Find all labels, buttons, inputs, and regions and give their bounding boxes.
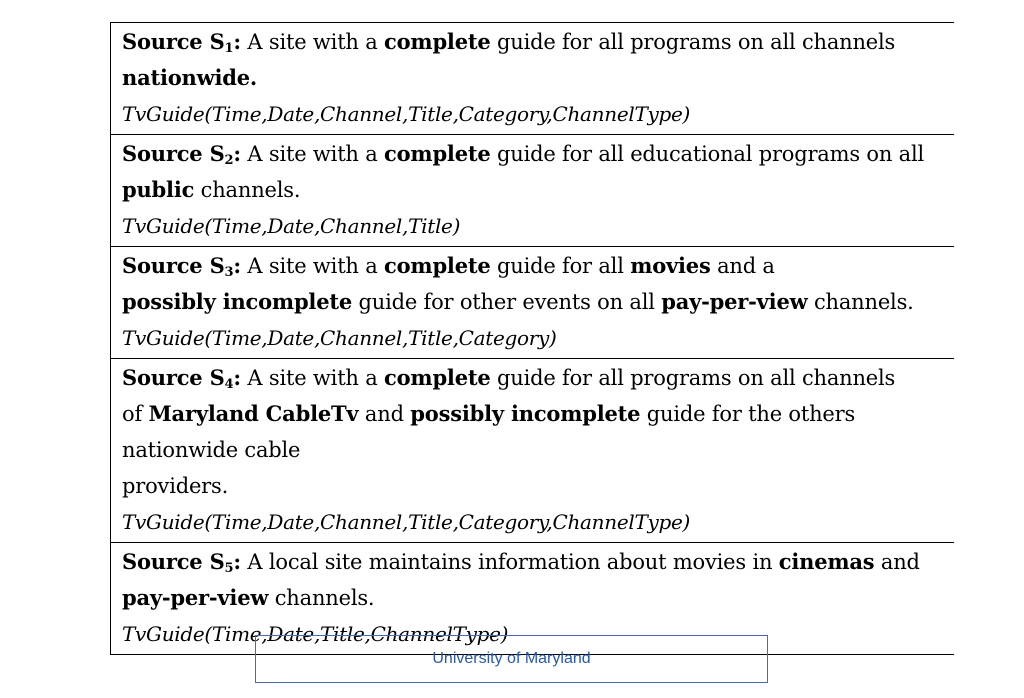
source-text-emphasis: pay-per-view [661, 289, 808, 314]
source-text-emphasis: complete [384, 365, 491, 390]
source-schema: TvGuide(Time,Date,Channel,Title,Category,ChannelType) [122, 102, 691, 126]
source-schema: TvGuide(Time,Date,Title,ChannelType) [122, 622, 509, 646]
source-schema: TvGuide(Time,Date,Channel,Title,Category) [122, 326, 557, 350]
source-text-segment: of [122, 402, 149, 426]
source-description [122, 360, 944, 504]
source-text-segment: guide for all [490, 254, 631, 278]
source-text-emphasis: possibly incomplete [122, 289, 353, 314]
source-text-segment: A site with a [240, 30, 385, 54]
source-row [111, 359, 954, 543]
source-description [122, 248, 944, 320]
source-colon: : [233, 253, 241, 278]
source-text-emphasis: nationwide. [122, 65, 258, 90]
source-description [122, 136, 944, 208]
source-text-segment: and [874, 550, 920, 574]
source-description [122, 544, 944, 616]
source-text-segment: guide for all educational programs on all [490, 142, 924, 166]
source-text-emphasis: public [122, 177, 195, 202]
source-text-segment: guide for the others [640, 402, 856, 426]
source-row [111, 23, 954, 135]
source-label: Source S [122, 549, 225, 574]
source-description [122, 24, 944, 96]
source-schema: TvGuide(Time,Date,Channel,Title) [122, 214, 461, 238]
source-text-segment: A site with a [240, 142, 385, 166]
source-subscript: 4 [224, 377, 234, 392]
source-text-emphasis: Maryland CableTv [148, 401, 359, 426]
source-label: Source S [122, 365, 225, 390]
source-text-segment: guide for all programs on all channels [490, 30, 896, 54]
source-text-segment: guide for all programs on all channels [490, 366, 896, 390]
sources-table [110, 22, 954, 655]
source-row [111, 135, 954, 247]
source-subscript: 2 [224, 153, 234, 168]
source-colon: : [233, 29, 241, 54]
source-text-emphasis: movies [630, 253, 711, 278]
source-text-segment: channels. [807, 290, 914, 314]
source-colon: : [233, 365, 241, 390]
source-text-emphasis: cinemas [778, 549, 875, 574]
source-text-emphasis: possibly incomplete [410, 401, 641, 426]
footer-box [255, 635, 768, 683]
source-text-emphasis: pay-per-view [122, 585, 269, 610]
source-subscript: 1 [224, 41, 234, 56]
source-text-segment: channels. [268, 586, 375, 610]
source-label: Source S [122, 29, 225, 54]
source-row [111, 247, 954, 359]
source-colon: : [233, 549, 241, 574]
source-text-emphasis: complete [384, 141, 491, 166]
source-text-emphasis: complete [384, 29, 491, 54]
source-text-segment: and [358, 402, 411, 426]
source-schema: TvGuide(Time,Date,Channel,Title,Category,ChannelType) [122, 510, 691, 534]
source-text-segment: and a [710, 254, 775, 278]
source-text-segment: channels. [194, 178, 301, 202]
source-label: Source S [122, 253, 225, 278]
source-text-emphasis: complete [384, 253, 491, 278]
source-text-segment: guide for other events on all [352, 290, 662, 314]
source-subscript: 3 [224, 265, 234, 280]
source-text-segment: nationwide cable [122, 438, 301, 462]
source-text-segment: A local site maintains information about movies in [240, 550, 779, 574]
source-text-segment: providers. [122, 474, 229, 498]
footer-university-label: University of Maryland [432, 650, 591, 667]
source-label: Source S [122, 141, 225, 166]
source-text-segment: A site with a [240, 254, 385, 278]
source-text-segment: A site with a [240, 366, 385, 390]
source-subscript: 5 [224, 561, 234, 576]
source-colon: : [233, 141, 241, 166]
